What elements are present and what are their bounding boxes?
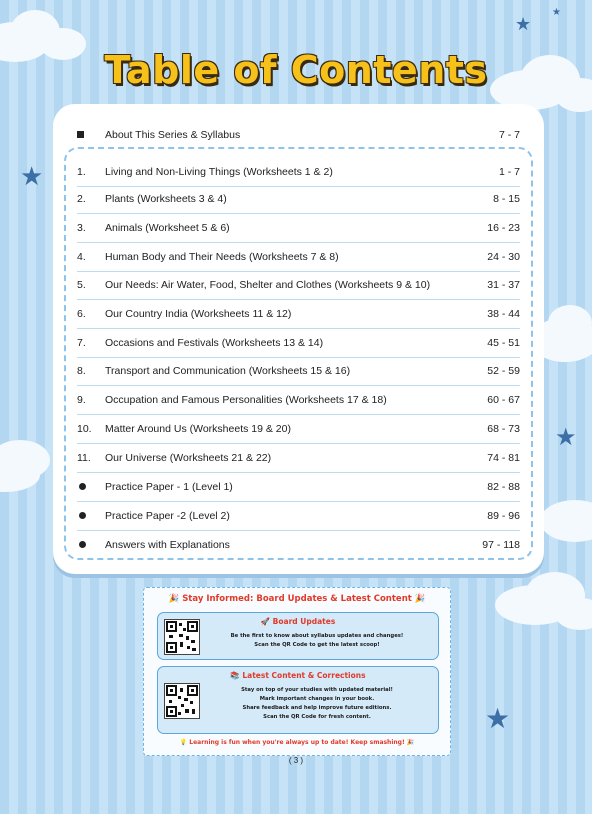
latest-content-line: Share feedback and help improve future editions. — [242, 705, 392, 711]
toc-entry-title: Occasions and Festivals (Worksheets 13 & 14) — [105, 337, 324, 349]
toc-entry-pages: 97 - 118 — [482, 539, 520, 551]
bullet-icon — [79, 483, 86, 490]
toc-entry[interactable] — [77, 243, 520, 272]
toc-entry-pages: 8 - 15 — [493, 193, 520, 205]
toc-entry-number: 7. — [77, 337, 86, 349]
toc-entry-title: Our Needs: Air Water, Food, Shelter and Clothes (Worksheets 9 & 10) — [105, 279, 431, 291]
toc-entry-pages: 74 - 81 — [487, 452, 520, 464]
toc-entry-pages: 7 - 7 — [498, 129, 520, 141]
star-icon: ★ — [20, 162, 44, 192]
toc-entry-pages: 1 - 7 — [498, 166, 520, 178]
lightbulb-icon: 💡 — [179, 739, 188, 746]
toc-entry-number: 1. — [77, 166, 86, 178]
toc-entry-title: Our Country India (Worksheets 11 & 12) — [105, 308, 292, 320]
qr-code[interactable] — [164, 683, 200, 719]
bullet-icon — [79, 541, 86, 548]
toc-entry-number: 5. — [77, 279, 86, 291]
toc-entry-title: Practice Paper - 1 (Level 1) — [105, 481, 233, 493]
latest-content-title: 📚 Latest Content & Corrections — [230, 671, 366, 680]
toc-entry-number: 11. — [77, 452, 91, 464]
toc-entry-number: 3. — [77, 222, 86, 234]
toc-entry-number — [77, 481, 105, 493]
toc-entry[interactable] — [77, 386, 520, 415]
toc-entry-title: Answers with Explanations — [105, 539, 230, 551]
toc-entry[interactable] — [77, 158, 520, 187]
toc-entry[interactable] — [77, 329, 520, 358]
party-popper-icon: 🎉 — [168, 594, 180, 604]
toc-entry-number — [77, 539, 105, 551]
toc-entry[interactable] — [77, 300, 520, 329]
info-box-footer: 💡 Learning is fun when you're always up to date! Keep smashing! 🎉 — [179, 739, 415, 746]
board-updates-line: Be the first to know about syllabus updates and changes! — [230, 633, 404, 639]
toc-entry[interactable] — [77, 531, 520, 559]
toc-entry[interactable] — [77, 214, 520, 243]
toc-entry[interactable] — [77, 473, 520, 502]
latest-content-line: Mark important changes in your book. — [259, 696, 375, 702]
toc-entry[interactable] — [77, 121, 520, 149]
toc-entry-pages: 38 - 44 — [487, 308, 520, 320]
toc-entry-pages: 82 - 88 — [487, 481, 520, 493]
toc-entry[interactable] — [77, 444, 520, 473]
toc-entry-pages: 52 - 59 — [487, 365, 520, 377]
toc-entry-pages: 45 - 51 — [487, 337, 520, 349]
square-bullet-icon — [77, 131, 84, 138]
toc-entry-title: Animals (Worksheet 5 & 6) — [105, 222, 230, 234]
page-title: Table of Contents — [104, 48, 488, 92]
star-icon: ★ — [552, 7, 561, 18]
star-icon: ★ — [515, 14, 532, 35]
toc-entry-pages: 60 - 67 — [487, 394, 520, 406]
toc-entry-title: Matter Around Us (Worksheets 19 & 20) — [105, 423, 291, 435]
toc-entry-number: 4. — [77, 251, 86, 263]
toc-entry[interactable] — [77, 357, 520, 386]
toc-entry-title: About This Series & Syllabus — [105, 129, 241, 141]
books-icon: 📚 — [230, 671, 240, 680]
board-updates-panel — [157, 612, 439, 660]
toc-entry-title: Occupation and Famous Personalities (Worksheets 17 & 18) — [105, 394, 387, 406]
toc-entry-title: Our Universe (Worksheets 21 & 22) — [105, 452, 272, 464]
toc-entry[interactable] — [77, 185, 520, 214]
party-popper-icon: 🎉 — [414, 594, 426, 604]
toc-entry-title: Practice Paper -2 (Level 2) — [105, 510, 230, 522]
toc-entry[interactable] — [77, 271, 520, 300]
page-number: ( 3 ) — [288, 756, 304, 765]
toc-entry[interactable] — [77, 415, 520, 444]
toc-card — [53, 104, 544, 574]
info-box-heading: 🎉 Stay Informed: Board Updates & Latest Content 🎉 — [168, 594, 426, 604]
latest-content-line: Scan the QR Code for fresh content. — [263, 714, 371, 720]
toc-entry-title: Human Body and Their Needs (Worksheets 7 & 8) — [105, 251, 339, 263]
rocket-icon: 🚀 — [260, 617, 271, 626]
board-updates-title: 🚀 Board Updates — [260, 617, 336, 626]
toc-entry-pages: 31 - 37 — [487, 279, 520, 291]
toc-entry-pages: 16 - 23 — [487, 222, 520, 234]
toc-entry-number: 6. — [77, 308, 86, 320]
toc-entry-number — [77, 129, 105, 141]
toc-entry-number: 8. — [77, 365, 86, 377]
star-icon: ★ — [485, 702, 511, 735]
toc-entry-title: Plants (Worksheets 3 & 4) — [105, 193, 227, 205]
toc-entry-number: 2. — [77, 193, 86, 205]
toc-entry-number: 9. — [77, 394, 86, 406]
star-icon: ★ — [555, 423, 577, 451]
toc-entry-title: Transport and Communication (Worksheets 15 & 16) — [105, 365, 351, 377]
toc-entry[interactable] — [77, 502, 520, 531]
toc-entry-pages: 89 - 96 — [487, 510, 520, 522]
toc-entry-number — [77, 510, 105, 522]
latest-content-line: Stay on top of your studies with updated material! — [241, 687, 393, 693]
info-box — [143, 587, 451, 756]
board-updates-line: Scan the QR Code to get the latest scoop! — [254, 642, 380, 648]
latest-content-panel — [157, 666, 439, 734]
toc-entry-title: Living and Non-Living Things (Worksheets 1 & 2) — [105, 166, 333, 178]
bullet-icon — [79, 512, 86, 519]
toc-entry-pages: 24 - 30 — [487, 251, 520, 263]
toc-entry-pages: 68 - 73 — [487, 423, 520, 435]
party-popper-icon: 🎉 — [406, 739, 415, 746]
toc-entry-number: 10. — [77, 423, 92, 435]
